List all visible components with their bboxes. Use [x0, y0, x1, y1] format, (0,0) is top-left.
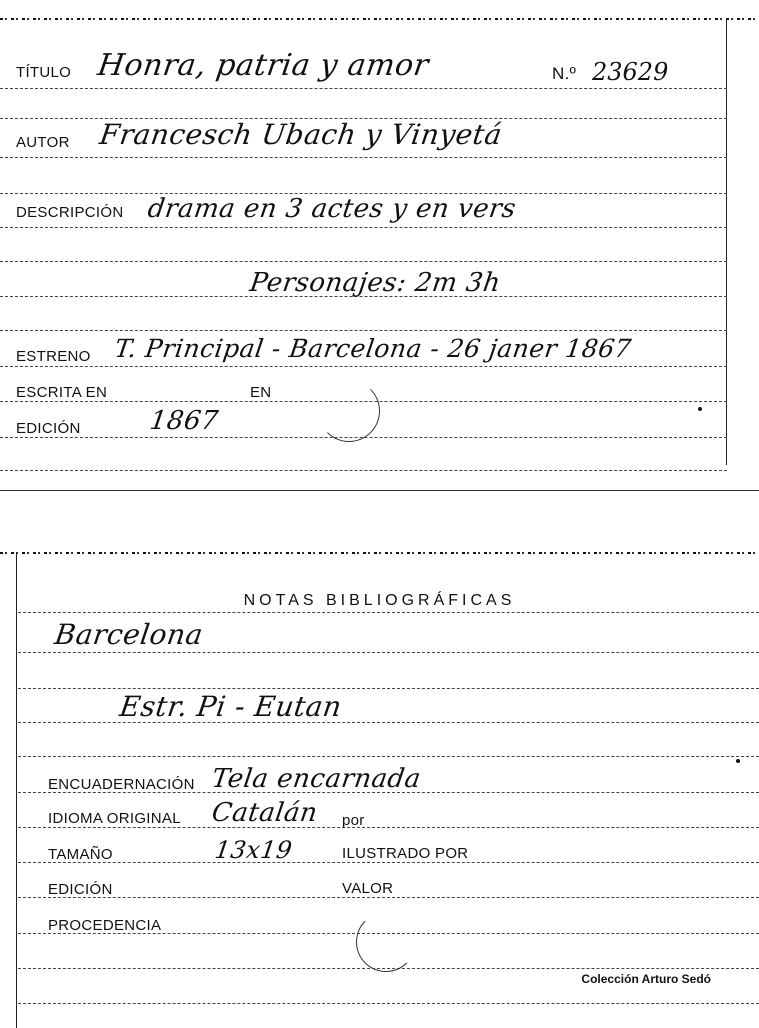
- ink-dot: [698, 407, 702, 411]
- encuadernacion-value: Tela encarnada: [209, 764, 423, 794]
- ruled-line: [18, 897, 759, 898]
- descripcion-label: DESCRIPCIÓN: [16, 204, 124, 221]
- ruled-line: [0, 227, 727, 228]
- card-bottom-edge: [0, 490, 759, 491]
- card-right-border: [726, 18, 727, 465]
- ruled-line: [18, 756, 759, 757]
- titulo-value: Honra, patria y amor: [95, 48, 432, 83]
- tamano-label: TAMAÑO: [48, 846, 113, 863]
- titulo-label: TÍTULO: [16, 64, 72, 81]
- ruled-line: [18, 652, 759, 653]
- ruled-line: [18, 612, 759, 613]
- ruled-line: [0, 470, 727, 471]
- note-line-1: Barcelona: [52, 618, 206, 651]
- ruled-line: [18, 688, 759, 689]
- catalog-card-front: [0, 0, 759, 495]
- edicion-value: 1867: [147, 406, 221, 436]
- valor-label: VALOR: [342, 880, 394, 897]
- estreno-label: ESTRENO: [16, 348, 91, 365]
- ruled-line: [18, 827, 759, 828]
- stamp-mark: [318, 380, 380, 442]
- en-label: EN: [250, 384, 272, 401]
- card-left-border: [16, 552, 17, 1028]
- tamano-value: 13x19: [213, 836, 295, 864]
- encuadernacion-label: ENCUADERNACIÓN: [48, 776, 195, 793]
- stamp-mark: [356, 912, 416, 972]
- ruled-line: [0, 330, 727, 331]
- edicion-label: EDICIÓN: [16, 420, 81, 437]
- number-value: 23629: [592, 58, 669, 86]
- autor-label: AUTOR: [16, 134, 70, 151]
- ruled-line: [18, 1003, 759, 1004]
- torn-top-edge: [0, 552, 759, 554]
- ruled-line: [0, 157, 727, 158]
- torn-top-edge: [0, 18, 759, 20]
- procedencia-label: PROCEDENCIA: [48, 917, 162, 934]
- number-label: N.º: [552, 64, 577, 83]
- escrita-en-label: ESCRITA EN: [16, 384, 108, 401]
- estreno-value: T. Principal - Barcelona - 26 janer 1867: [112, 334, 634, 363]
- collection-credit: Colección Arturo Sedó: [581, 972, 711, 986]
- ruled-line: [0, 88, 727, 89]
- ilustrado-por-label: ILUSTRADO POR: [342, 845, 469, 862]
- personajes-value: Personajes: 2m 3h: [247, 268, 503, 298]
- notas-bibliograficas-header: NOTAS BIBLIOGRÁFICAS: [243, 592, 516, 609]
- edicion-label: EDICIÓN: [48, 881, 113, 898]
- idioma-original-label: IDIOMA ORIGINAL: [48, 810, 181, 827]
- idioma-value: Catalán: [209, 798, 320, 828]
- catalog-card-back: [0, 540, 759, 1028]
- ruled-line: [0, 366, 727, 367]
- descripcion-value: drama en 3 actes y en vers: [145, 194, 519, 224]
- note-line-2: Estr. Pi - Eutan: [117, 690, 345, 723]
- ruled-line: [18, 862, 759, 863]
- ink-dot: [736, 759, 740, 763]
- ruled-line: [0, 261, 727, 262]
- autor-value: Francesch Ubach y Vinyetá: [97, 118, 505, 151]
- por-label: por: [342, 812, 365, 829]
